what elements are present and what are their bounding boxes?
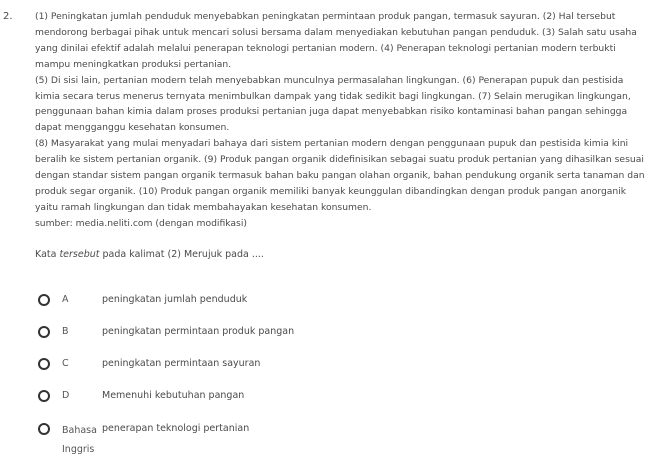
option-e[interactable] (37, 423, 637, 455)
radio-button-icon[interactable] (38, 390, 50, 402)
question-number: 2. (3, 11, 13, 22)
prompt-text-before: Kata (35, 249, 60, 260)
question-prompt (35, 247, 635, 263)
option-text: peningkatan permintaan sayuran (102, 358, 261, 369)
option-a[interactable] (37, 294, 637, 318)
passage-paragraph-2: (5) Di sisi lain, pertanian modern telah menyebabkan munculnya permasalahan lingkungan. (6) Penerapan pupuk dan pestisida kimia secara terus menerus ternyata menimbulkan dampak yang tidak sedikit bagi lingkungan. (7) Selain merugikan lingkungan, penggunaan bahan kimia dalam proses produksi pertanian juga dapat menyebabkan risiko kontaminasi bahan pangan sehingga dapat mengganggu kesehatan konsumen. (35, 74, 631, 134)
radio-button-icon[interactable] (38, 294, 50, 306)
option-letter: D (62, 390, 70, 401)
prompt-italic-word: tersebut (59, 249, 100, 260)
radio-button-icon[interactable] (38, 326, 50, 338)
option-d[interactable] (37, 390, 637, 414)
option-letter: A (62, 294, 69, 305)
radio-button-icon[interactable] (38, 423, 50, 435)
prompt-text-after: pada kalimat (2) Merujuk pada .... (99, 249, 264, 260)
option-text: peningkatan jumlah penduduk (102, 294, 248, 305)
reading-passage (35, 9, 649, 232)
option-c[interactable] (37, 358, 637, 382)
option-letter: C (62, 358, 69, 369)
option-text: Memenuhi kebutuhan pangan (102, 390, 245, 401)
option-letter: Bahasa Inggris (62, 425, 97, 455)
passage-paragraph-3: (8) Masyarakat yang mulai menyadari bahaya dari sistem pertanian modern dengan penggunaan pupuk dan pestisida kimia kini beralih ke sistem pertanian organik. (9) Produk pangan organik didefinisikan sebagai suatu produk pertanian yang dihasilkan sesuai dengan standar sistem pangan organik termasuk bahan baku pangan olahan organik, bahan pendukung organik serta tanaman dan produk segar organik. (10) Produk pangan organik memiliki banyak keunggulan dibandingkan dengan produk pangan anorganik yaitu ramah lingkungan dan tidak membahayakan kesehatan konsumen. (35, 138, 645, 213)
radio-button-icon[interactable] (38, 358, 50, 370)
option-text: peningkatan permintaan produk pangan (102, 326, 295, 337)
passage-paragraph-1: (1) Peningkatan jumlah penduduk menyebabkan peningkatan permintaan produk pangan, termasuk sayuran. (2) Hal tersebut mendorong berbagai pihak untuk mencari solusi bersama dalam menyediakan kebutuhan pangan penduduk. (3) Salah satu usaha yang dinilai efektif adalah melalui penerapan teknologi pertanian modern. (4) Penerapan teknologi pertanian modern terbukti mampu meningkatkan produksi pertanian. (35, 11, 637, 70)
passage-source: sumber: media.neliti.com (dengan modifikasi) (35, 217, 247, 229)
option-b[interactable] (37, 326, 637, 350)
option-text: penerapan teknologi pertanian (102, 423, 250, 434)
option-letter: B (62, 326, 69, 337)
